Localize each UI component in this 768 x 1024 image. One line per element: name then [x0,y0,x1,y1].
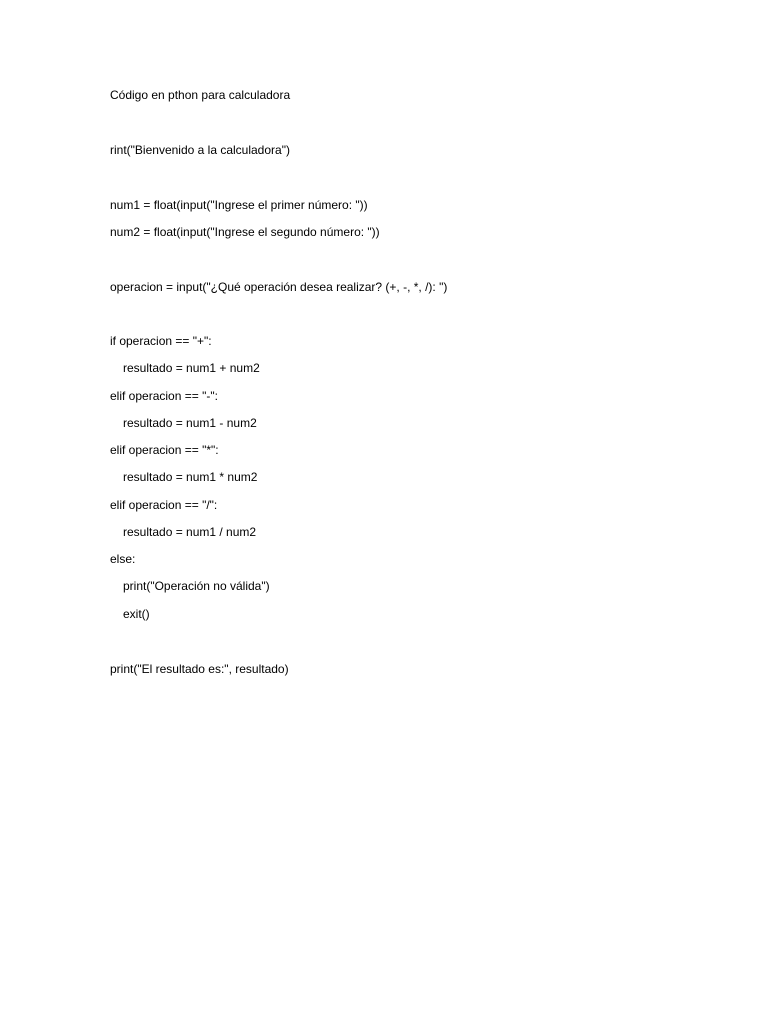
code-line: elif operacion == "*": [110,443,219,457]
code-line: resultado = num1 + num2 [123,361,260,375]
code-line: resultado = num1 * num2 [123,470,258,484]
code-line: resultado = num1 / num2 [123,525,257,539]
code-line: elif operacion == "-": [110,389,218,403]
code-line: print("El resultado es:", resultado) [110,662,289,676]
code-line: num2 = float(input("Ingrese el segundo número: ")) [110,225,380,239]
code-line: if operacion == "+": [110,334,212,348]
code-line: exit() [123,607,150,621]
code-line: elif operacion == "/": [110,498,218,512]
document-title: Código en pthon para calculadora [110,88,291,102]
code-line: operacion = input("¿Qué operación desea realizar? (+, -, *, /): ") [110,280,448,294]
code-line: resultado = num1 - num2 [123,416,257,430]
code-line: num1 = float(input("Ingrese el primer número: ")) [110,198,368,212]
code-line: else: [110,552,136,566]
code-line: print("Operación no válida") [123,579,270,593]
code-line: rint("Bienvenido a la calculadora") [110,143,290,157]
